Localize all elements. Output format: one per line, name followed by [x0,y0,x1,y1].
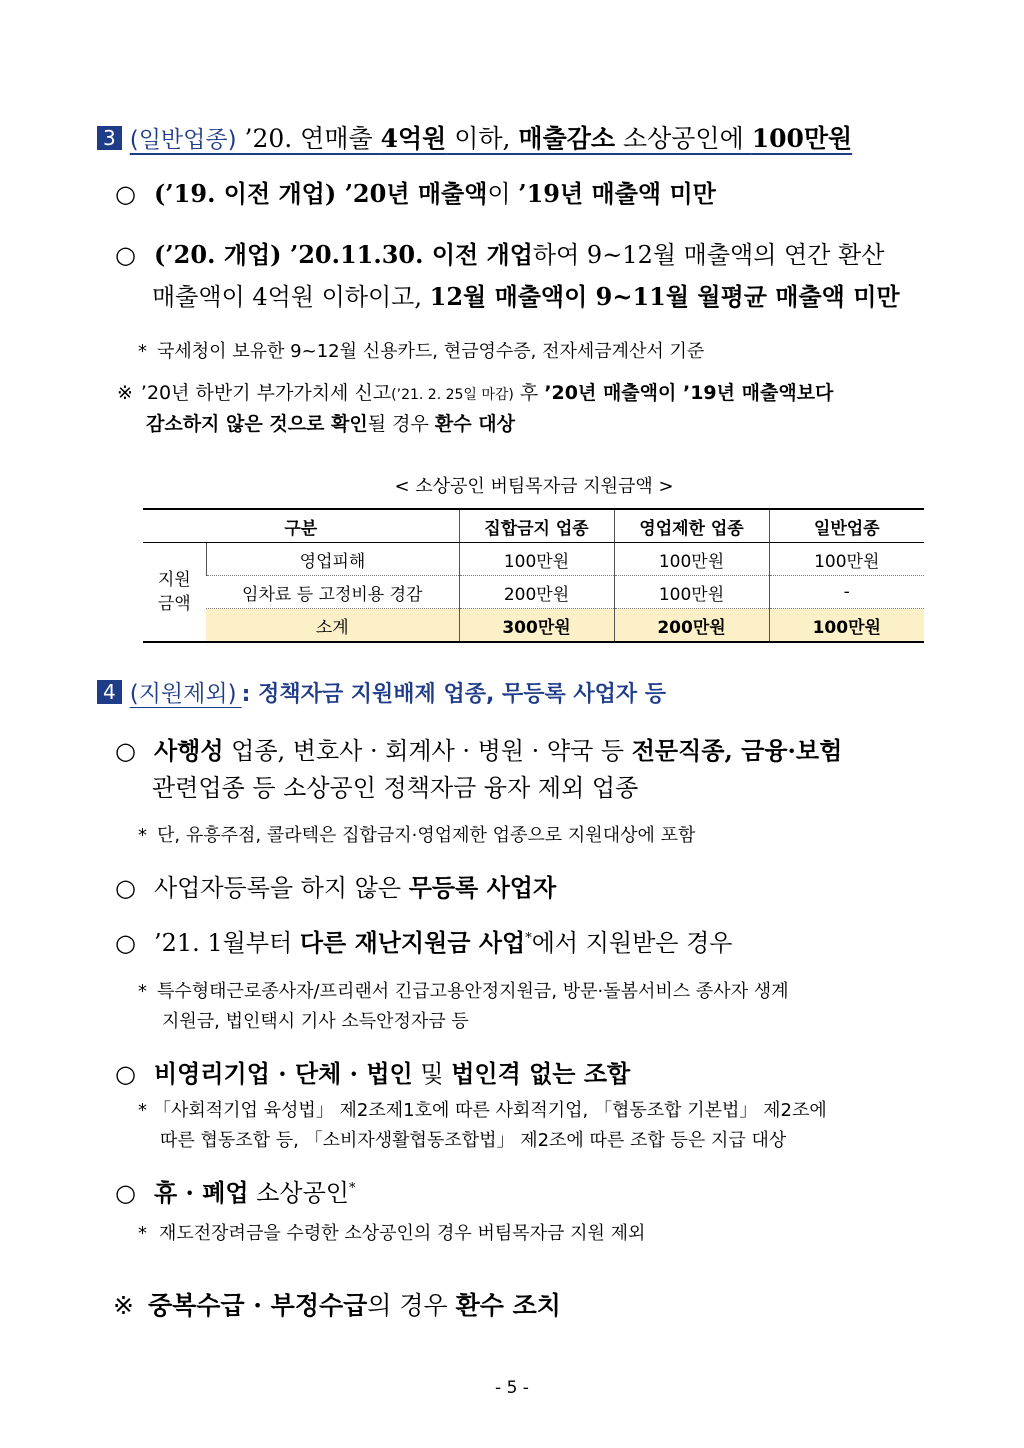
support-amount-table [143,508,924,643]
subtotal-cell: 200만원 [614,609,769,643]
bullet-circle-icon: ○ [115,241,136,269]
section-3-reference: ※ ’20년 하반기 부가가치세 신고(’21. 2. 25일 마감) 후 ’20년 매출액이 ’19년 매출액보다 [117,382,834,404]
section-4-bullet-5: ○ 휴 · 폐업 소상공인* [115,1178,356,1207]
table-row [143,576,924,609]
section-number-badge: 4 [97,680,122,704]
section-3-note: * 국세청이 보유한 9~12월 신용카드, 현금영수증, 전자세금계산서 기준 [138,341,705,362]
subtotal-cell: 300만원 [459,609,614,643]
bullet-circle-icon: ○ [115,1179,136,1207]
section-3-heading: 3 (일반업종) ’20. 연매출 4억원 이하, 매출감소 소상공인에 100만원 [97,119,852,155]
table-cell: 100만원 [614,543,769,576]
table-header-cell: 집합금지 업종 [459,509,614,543]
table-cell: 200만원 [459,576,614,609]
section-label: (지원제외) [129,681,237,707]
subtotal-label-cell: 소계 [206,609,459,643]
section-4-bullet-2: ○ 사업자등록을 하지 않은 무등록 사업자 [115,873,557,902]
subtotal-row [143,609,924,643]
table-header-row [143,509,924,543]
table-header-cell: 구분 [143,509,459,543]
section-4-heading [97,675,666,708]
bullet-circle-icon: ○ [115,929,136,957]
section-4-title: : 정책자금 지원배제 업종, 무등록 사업자 등 [241,682,667,707]
reference-mark-icon: ※ [113,1291,134,1320]
section-3-bullet-2: ○ (’20. 개업) ’20.11.30. 이전 개업하여 9~12월 매출액의 연간 환산 [115,240,885,269]
table-cell: - [769,576,924,609]
row-label-cell: 영업피해 [206,543,459,576]
section-label: (일반업종) [129,127,237,153]
section-4-bullet-3-note-continued: 지원금, 법인택시 기사 소득안정자금 등 [162,1011,469,1032]
table-row [143,543,924,576]
section-number-badge: 3 [97,126,122,150]
page-number: - 5 - [495,1378,529,1398]
section-4-bullet-5-note: * 재도전장려금을 수령한 소상공인의 경우 버팀목자금 지원 제외 [138,1223,646,1244]
table-cell: 100만원 [769,543,924,576]
section-3-bullet-2-continued: 매출액이 4억원 이하이고, 12월 매출액이 9~11월 월평균 매출액 미만 [152,282,900,311]
bullet-circle-icon: ○ [115,874,136,902]
final-reference-note: ※ 중복수급 · 부정수급의 경우 환수 조치 [113,1291,561,1320]
table-caption: < 소상공인 버팀목자금 지원금액 > [394,476,674,497]
reference-mark-icon: ※ [117,382,133,404]
section-4-bullet-3: ○ ’21. 1월부터 다른 재난지원금 사업*에서 지원받은 경우 [115,928,733,957]
section-4-bullet-1: ○ 사행성 업종, 변호사 · 회계사 · 병원 · 약국 등 전문직종, 금융·보험 [115,736,843,765]
section-4-bullet-3-note: * 특수형태근로종사자/프리랜서 긴급고용안정지원금, 방문·돌봄서비스 종사자 생계 [138,981,789,1002]
bullet-circle-icon: ○ [115,737,136,765]
row-label-cell: 임차료 등 고정비용 경감 [206,576,459,609]
section-4-bullet-4-note-continued: 따른 협동조합 등, 「소비자생활협동조합법」 제2조에 따른 조합 등은 지급 대상 [160,1130,787,1151]
subtotal-cell: 100만원 [769,609,924,643]
section-3-reference-continued: 감소하지 않은 것으로 확인될 경우 환수 대상 [146,413,515,435]
section-4-bullet-1-continued: 관련업종 등 소상공인 정책자금 융자 제외 업종 [152,774,639,802]
section-4-bullet-1-note: * 단, 유흥주점, 콜라텍은 집합금지·영업제한 업종으로 지원대상에 포함 [138,825,696,846]
table-cell: 100만원 [459,543,614,576]
section-3-bullet-1: ○ (’19. 이전 개업) ’20년 매출액이 ’19년 매출액 미만 [115,179,716,208]
section-4-bullet-4: ○ 비영리기업 · 단체 · 법인 및 법인격 없는 조합 [115,1059,631,1088]
table-cell: 100만원 [614,576,769,609]
bullet-circle-icon: ○ [115,180,136,208]
group-label-cell: 지원 금액 [143,543,206,643]
bullet-circle-icon: ○ [115,1060,136,1088]
table-header-cell: 영업제한 업종 [614,509,769,543]
section-4-bullet-4-note: * 「사회적기업 육성법」 제2조제1호에 따른 사회적기업, 「협동조합 기본법」 제2조에 [138,1100,827,1121]
table-header-cell: 일반업종 [769,509,924,543]
